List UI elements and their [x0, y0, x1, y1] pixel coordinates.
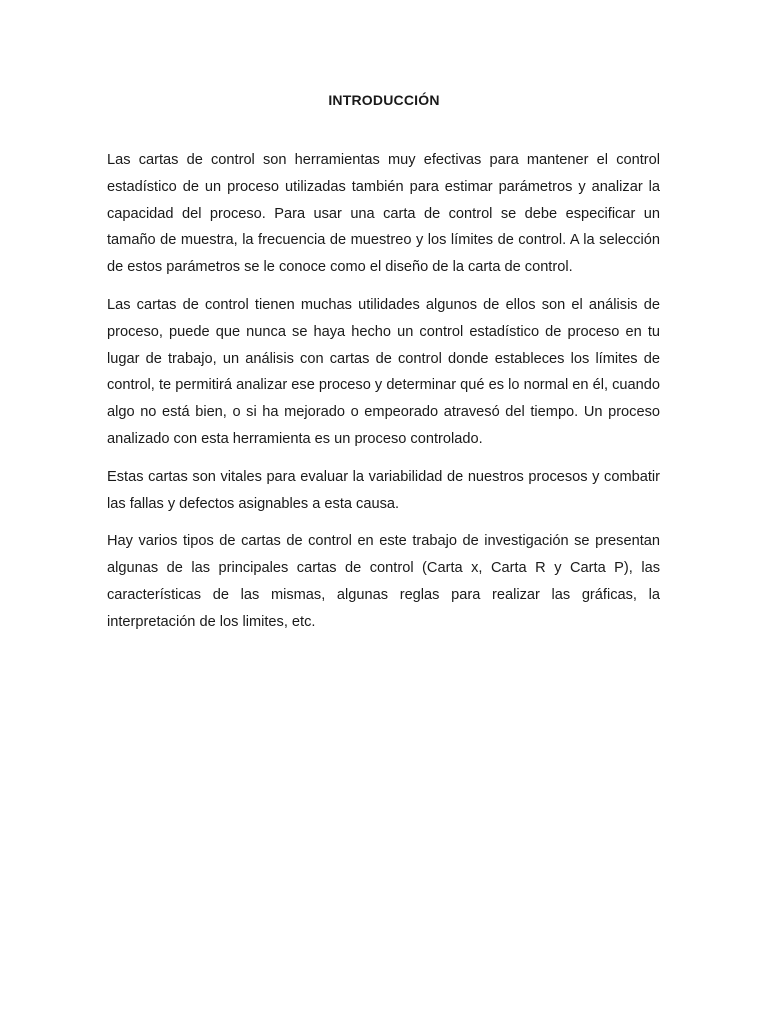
paragraph-4: Hay varios tipos de cartas de control en este trabajo de investigación se presentan algunas de las principales cartas de control (Carta x, Carta R y Carta P), las características de las mismas, algunas reglas para realizar las gráficas, la interpretación de los limites, etc. — [107, 533, 660, 630]
paragraph-2: Las cartas de control tienen muchas utilidades algunos de ellos son el análisis de proceso, puede que nunca se haya hecho un control estadístico de proceso en tu lugar de trabajo, un análisis con cartas de control donde estableces los límites de control, te permitirá analizar ese proceso y determinar qué es lo normal en él, cuando algo no está bien, o si ha mejorado o empeorado atravesó del tiempo. Un proceso analizado con esta herramienta es un proceso controlado. — [107, 296, 660, 447]
paragraph-3: Estas cartas son vitales para evaluar la variabilidad de nuestros procesos y combatir las fallas y defectos asignables a esta causa. — [107, 468, 660, 512]
document-body — [107, 147, 660, 647]
paragraph-1: Las cartas de control son herramientas muy efectivas para mantener el control estadístico de un proceso utilizadas también para estimar parámetros y analizar la capacidad del proceso. Para usar una carta de control se debe especificar un tamaño de muestra, la frecuencia de muestreo y los límites de control. A la selección de estos parámetros se le conoce como el diseño de la carta de control. — [107, 152, 660, 276]
document-title: INTRODUCCIÓN — [328, 92, 440, 108]
